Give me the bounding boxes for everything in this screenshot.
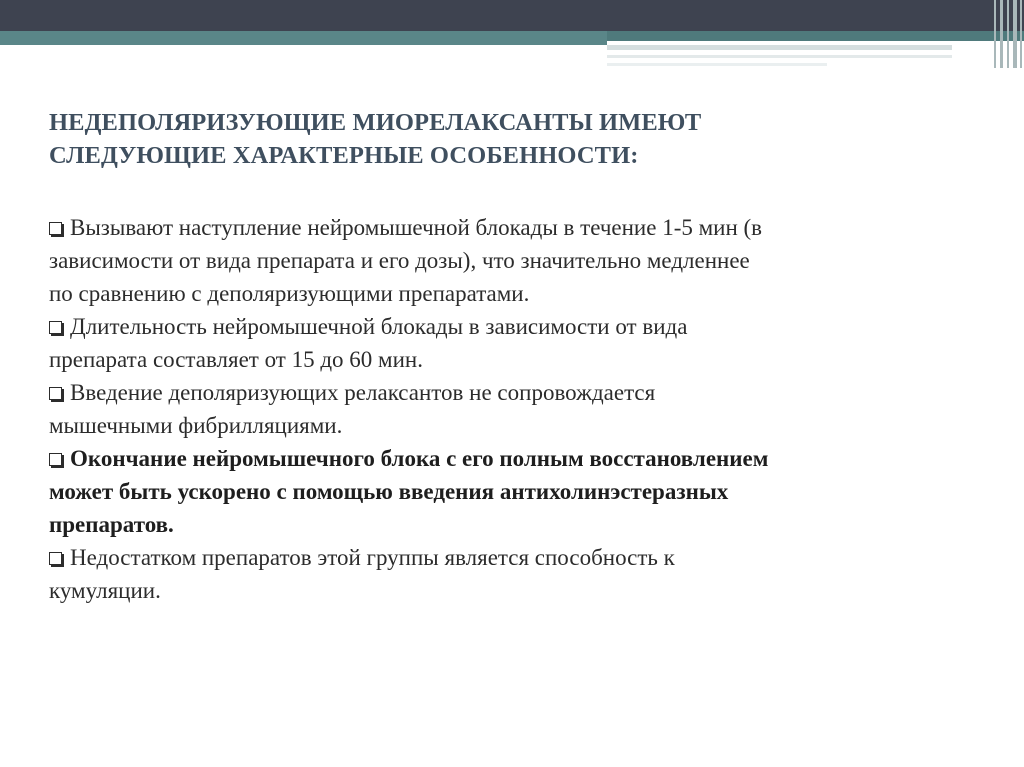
item-4-line-1: Окончание нейромышечного блока с его полным восстановлением [70, 446, 769, 471]
bullet-list [49, 211, 969, 607]
list-item-5 [49, 541, 969, 607]
header-thin-line-3 [607, 63, 827, 66]
list-item-2 [49, 310, 969, 376]
slide-content [49, 106, 969, 607]
item-1-line-1: Вызывают наступление нейромышечной блокады в течение 1-5 мин (в [70, 215, 763, 240]
item-4-line-3: препаратов. [49, 512, 174, 537]
item-3-line-2: мышечными фибрилляциями. [49, 413, 343, 438]
checkbox-bullet-icon [49, 552, 62, 565]
checkbox-bullet-icon [49, 321, 62, 334]
item-1-line-3: по сравнению с деполяризующими препаратами. [49, 281, 530, 306]
item-3-line-1: Введение деполяризующих релаксантов не сопровождается [70, 380, 656, 405]
list-item-1 [49, 211, 969, 310]
slide-title [49, 106, 969, 172]
item-1-line-2: зависимости от вида препарата и его дозы), что значительно медленнее [49, 248, 750, 273]
header-dark-band [0, 0, 1024, 31]
checkbox-bullet-icon [49, 387, 62, 400]
item-5-line-2: кумуляции. [49, 578, 161, 603]
header-thin-line-1 [607, 45, 952, 50]
title-line-1: НЕДЕПОЛЯРИЗУЮЩИЕ МИОРЕЛАКСАНТЫ ИМЕЮТ [49, 109, 702, 136]
list-item-3 [49, 376, 969, 442]
header-thin-line-2 [607, 55, 952, 58]
item-2-line-1: Длительность нейромышечной блокады в зависимости от вида [70, 314, 688, 339]
item-2-line-2: препарата составляет от 15 до 60 мин. [49, 347, 423, 372]
checkbox-bullet-icon [49, 222, 62, 235]
item-5-line-1: Недостатком препаратов этой группы является способность к [70, 545, 675, 570]
header-vertical-stripes [992, 0, 1024, 68]
item-4-line-2: может быть ускорено с помощью введения антихолинэстеразных [49, 479, 729, 504]
header-teal-band-right [607, 31, 1024, 41]
checkbox-bullet-icon [49, 453, 62, 466]
list-item-4 [49, 442, 969, 541]
title-line-2: СЛЕДУЮЩИЕ ХАРАКТЕРНЫЕ ОСОБЕННОСТИ: [49, 142, 639, 169]
header-teal-band-left [0, 31, 607, 45]
